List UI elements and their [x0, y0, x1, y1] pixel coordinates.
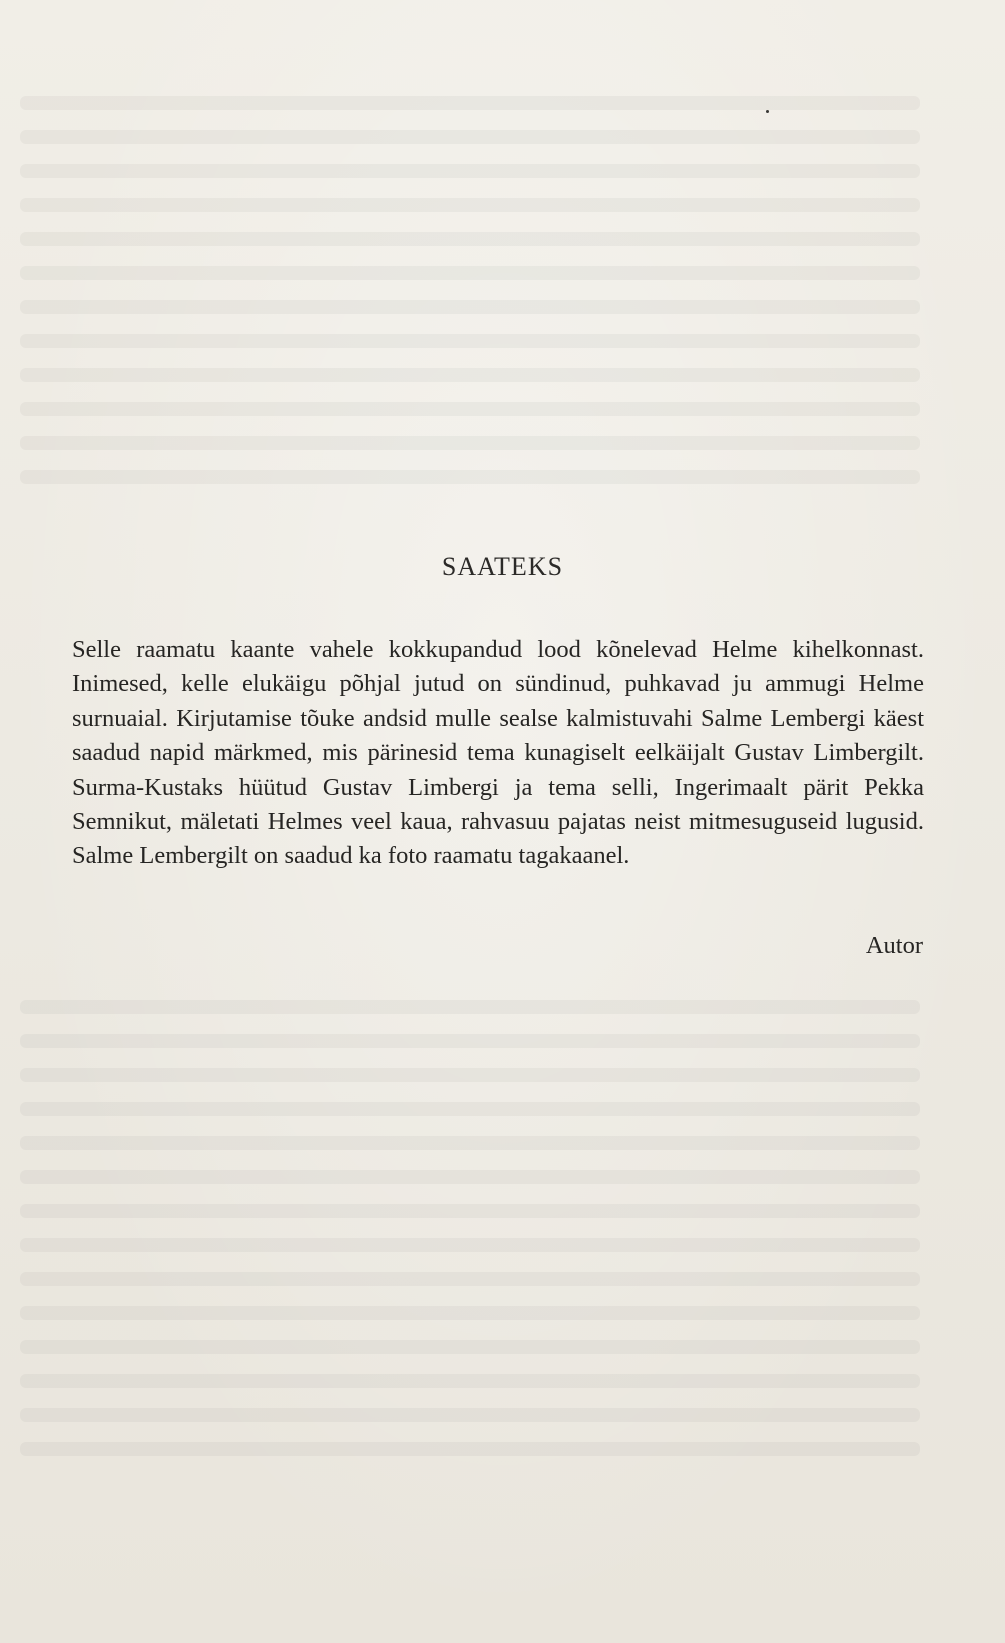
bleed-through-line [20, 1136, 920, 1150]
bleed-through-line [20, 1272, 920, 1286]
author-signature: Autor [865, 932, 923, 959]
bleed-through-line [20, 470, 920, 484]
bleed-through-line [20, 1034, 920, 1048]
foreword-paragraph: Selle raamatu kaante vahele kokkupandud lood kõnelevad Helme kihelkonnast. Inimesed, kelle elukäigu põhjal jutud on sündinud, puhkavad ju ammugi Helme surnuaial. Kirjutamise tõuke andsid mulle sealse kalmistuvahi Salme Lembergi käest saadud napid märkmed, mis pärinesid tema kunagiselt eelkäijalt Gustav Limbergilt. Surma-Kustaks hüütud Gustav Limbergi ja tema selli, Ingerimaalt pärit Pekka Semnikut, mäletati Helmes veel kaua, rahvasuu pajatas neist mitmesuguseid lugusid. Salme Lembergilt on saadud ka foto raamatu tagakaanel. [72, 636, 924, 870]
bleed-through-line [20, 266, 920, 280]
ink-speck [766, 110, 769, 113]
bleed-through-line [20, 1238, 920, 1252]
bleed-through-line [20, 436, 920, 450]
bleed-through-line [20, 1000, 920, 1014]
bleed-through-line [20, 402, 920, 416]
page-title: SAATEKS [441, 552, 564, 581]
bleed-through-line [20, 232, 920, 246]
bleed-through-line [20, 334, 920, 348]
bleed-through-line [20, 1068, 920, 1082]
bleed-through-line [20, 96, 920, 110]
bleed-through-line [20, 1306, 920, 1320]
bleed-through-line [20, 368, 920, 382]
bleed-through-line [20, 164, 920, 178]
bleed-through-line [20, 130, 920, 144]
bleed-through-line [20, 1170, 920, 1184]
bleed-through-line [20, 1374, 920, 1388]
bleed-through-line [20, 1408, 920, 1422]
bleed-through-line [20, 1442, 920, 1456]
bleed-through-line [20, 300, 920, 314]
bleed-through-line [20, 1204, 920, 1218]
bleed-through-line [20, 1340, 920, 1354]
bleed-through-line [20, 1102, 920, 1116]
bleed-through-line [20, 198, 920, 212]
